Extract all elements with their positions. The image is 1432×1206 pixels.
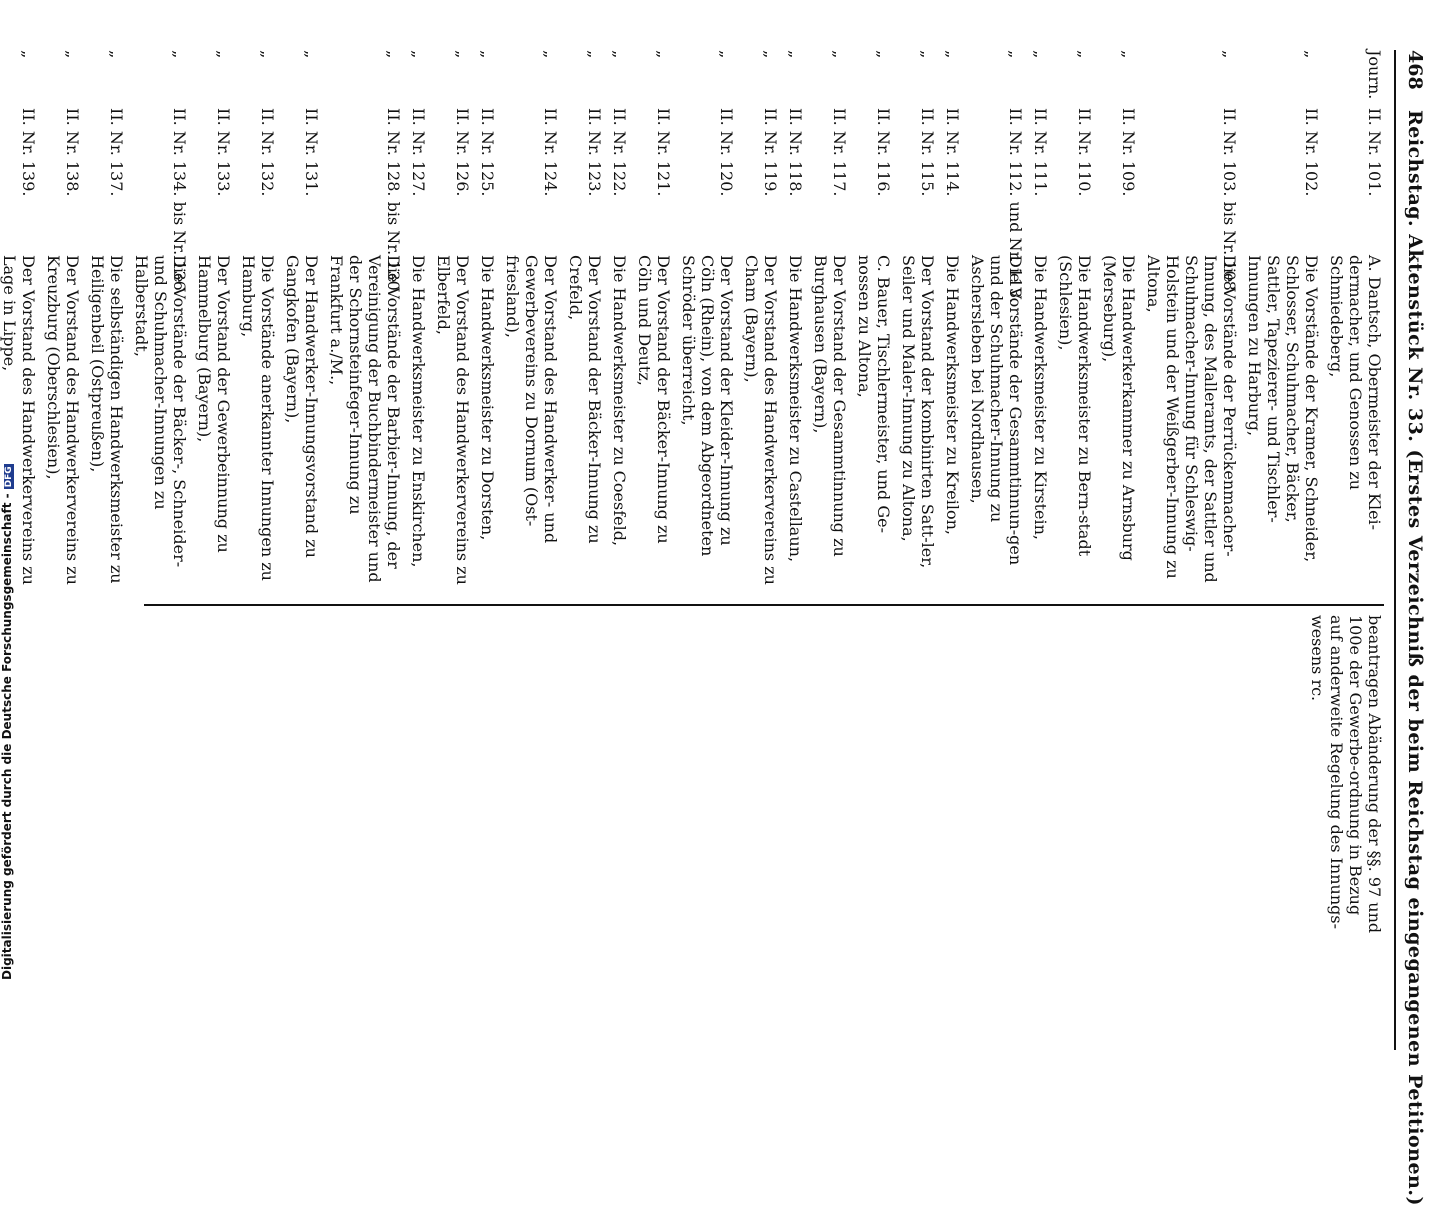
petition-entry [629,50,673,1050]
journal-marker: „ [409,50,428,59]
petition-entry [560,50,604,1050]
journal-marker: „ [214,50,233,59]
petition-number: II. Nr. 119. [761,108,780,197]
bracket-note: beantragen Abänderung der §§. 97 und 100e der Gewerbe-ordnung in Bezug auf anderweite Regelung des Innungs-wesens rc. [1308,615,1384,934]
petition-entry [126,50,189,1050]
petition-number: II. Nr. 125. [478,108,497,197]
journal-marker: „ [943,50,962,59]
petitioner-text: Der Vorstand der Bäcker-Innung zu Crefeld, [566,255,604,544]
digitization-note-text: Digitalisierung gefördert durch die Deutsche Forschungsgemeinschaft - [0,493,14,980]
petition-entry [428,50,472,1050]
journal-marker: „ [830,50,849,59]
petitioner-text: Die Handwerksmeister zu Dorsten, [478,255,497,541]
petitioner-text: C. Bauer, Tischlermeister, und Ge-nossen zu Altona, [855,255,893,533]
journal-marker: „ [19,50,38,59]
petition-list [0,50,1384,1050]
page-title: Reichstag. Aktenstück Nr. 33. (Erstes Verzeichniß der beim Reichstag eingegangenen Petitionen.) [1404,110,1426,1206]
journal-marker: „ [874,50,893,59]
journal-marker: „ [1302,50,1321,59]
petition-entry [937,50,962,1050]
petitioner-text: Der Vorstand der Gewerbeinnung zu Hammelburg (Bayern), [195,255,233,553]
petitioner-text: Die Handwerksmeister zu Bern-stadt (Schlesien), [1056,255,1094,557]
petition-number: II. Nr. 101. [1365,108,1384,197]
petition-entry [403,50,428,1050]
petitioner-text: Die Vorstände der Perrückenmacher-Innung, des Malleramts, der Sattler und Schuhmacher-Innung für Schleswig-Holstein und der Weißgerber-Innung zu Altona, [1144,255,1239,583]
petition-number: II. Nr. 133. [214,108,233,197]
petition-number: II. Nr. 114. [943,108,962,197]
petition-entry [277,50,321,1050]
petition-number: II. Nr. 128. bis Nr. 130. [384,108,403,296]
petitioner-text: Der Vorstand der kombinirten Satt-ler, Seiler und Maler-Innung zu Altona, [899,255,937,569]
petition-entry [805,50,849,1050]
petition-entry [82,50,126,1050]
petitioner-text: Der Vorstand des Handwerkervereins zu Kreuzburg (Oberschlesien), [44,255,82,585]
petitioner-text: Der Handwerker-Innungsvorstand zu Gangkofen (Bayern), [283,255,321,558]
header-rule [1394,50,1396,1050]
journal-marker: „ [541,50,560,59]
page-number: 468 [1404,50,1426,90]
petition-number: II. Nr. 115. [918,108,937,197]
petition-entry [736,50,780,1050]
petition-number: II. Nr. 118. [786,108,805,197]
journal-marker: „ [585,50,604,59]
petitioner-text: Der Vorstand der Bäcker-Innung zu Cöln und Deutz, [635,255,673,544]
petition-number: II. Nr. 132. [258,108,277,197]
journal-marker: „ [478,50,497,59]
grouping-bracket [144,594,1384,606]
petitioner-text: Der Vorstand des Handwerkervereins zu Elberfeld, [434,255,472,585]
petition-number: II. Nr. 109. [1119,108,1138,197]
petition-number: II. Nr. 103. bis Nr. 108. [1220,108,1239,296]
journal-marker: „ [1031,50,1050,59]
petitioner-text: Die Handwerksmeister zu Kreilon, [943,255,962,536]
petitioner-text: Die Handwerksmeister zu Kirstein, [1031,255,1050,541]
petitioner-text: Der Vorstand des Handwerker- und Gewerbevereins zu Dornum (Ost-friesland), [503,255,560,544]
petitioner-text: Die selbständigen Handwerksmeister zu Heiligenbeil (Ostpreußen), [88,255,126,584]
petition-number: II. Nr. 117. [830,108,849,197]
petition-entry [497,50,560,1050]
journal-marker: „ [1006,50,1025,59]
petitioner-text: Die Handwerksmeister zu Castellaun, [786,255,805,563]
journal-marker: Journ. [1365,50,1384,100]
petition-number: II. Nr. 131. [302,108,321,197]
petition-entry [472,50,497,1050]
petition-number: II. Nr. 124. [541,108,560,197]
journal-marker: „ [1220,50,1239,59]
petition-number: II. Nr. 120. [717,108,736,197]
journal-marker: „ [302,50,321,59]
journal-marker: „ [786,50,805,59]
petition-number: II. Nr. 134. bis Nr. 136. [170,108,189,296]
journal-marker: „ [170,50,189,59]
petitioner-text: Der Vorstand des Handwerkervereins zu Lage in Lippe, [0,255,38,585]
petitioner-text: Der Vorstand der Gesammtinnung zu Burghausen (Bayern), [811,255,849,557]
petitioner-text: Die Handwerksmeister zu Coesfeld, [610,255,629,547]
petition-number: II. Nr. 122. [610,108,629,197]
journal-marker: „ [654,50,673,59]
petition-entry [189,50,233,1050]
journal-marker: „ [918,50,937,59]
petition-number: II. Nr. 111. [1031,108,1050,197]
petitioner-text: Der Vorstand der Kleider-Innung zu Cöln (Rhein), von dem Abgeordneten Schröder überreicht, [679,255,736,557]
journal-marker: „ [761,50,780,59]
petition-entry [38,50,82,1050]
petition-entry [893,50,937,1050]
journal-marker: „ [258,50,277,59]
petition-number: II. Nr. 123. [585,108,604,197]
petition-entry [233,50,277,1050]
petitioner-text: Die Vorstände der Bäcker-, Schneider- und Schuhmacher-Innungen zu Halberstadt, [132,255,189,568]
petition-number: II. Nr. 116. [874,108,893,197]
petitioner-text: Die Vorstände der Gesammtinnun-gen und der Schuhmacher-Innung zu Aschersleben bei Nordhausen, [968,255,1025,566]
petition-entry [1094,50,1138,1050]
petitioner-text: Die Vorstände der Barbier-Innung, der Vereinigung der Buchbindermeister und der Schornsteinfeger-Innung zu Frankfurt a./M., [327,255,403,583]
petitioner-text: Der Vorstand des Handwerkervereins zu Cham (Bayern), [742,255,780,585]
petition-number: II. Nr. 138. [63,108,82,197]
petition-entry [962,50,1025,1050]
petition-number: II. Nr. 126. [453,108,472,197]
dfg-logo: DFG [4,466,14,488]
journal-marker: „ [453,50,472,59]
journal-marker: „ [610,50,629,59]
petition-number: II. Nr. 121. [654,108,673,197]
journal-marker: „ [1119,50,1138,59]
journal-marker: „ [63,50,82,59]
petition-entry [1025,50,1050,1050]
page-header [1392,50,1432,1206]
petition-entry [780,50,805,1050]
journal-marker: „ [717,50,736,59]
petition-number: II. Nr. 102. [1302,108,1321,197]
petition-number: II. Nr. 139. [19,108,38,197]
journal-marker: „ [107,50,126,59]
petitioner-text: A. Dantsch, Obermeister der Klei-dermacher, und Genossen zu Schmiedeberg, [1327,255,1384,531]
journal-marker: „ [384,50,403,59]
petitioner-text: Die Vorstände der Kramer, Schneider, Schlosser, Schuhmacher, Bäcker, Sattler, Tapezierer- und Tischler-Innungen zu Harburg, [1245,255,1321,563]
petitioner-text: Die Vorstände anerkannter Innungen zu Hamburg, [239,255,277,581]
petitioner-text: Die Handwerkerkammer zu Arnsburg (Merseburg), [1100,255,1138,561]
petition-entry [1050,50,1094,1050]
journal-marker: „ [1075,50,1094,59]
petition-entry [1138,50,1239,1050]
petition-entry [0,50,38,1050]
petitioner-text: Die Handwerksmeister zu Enskirchen, [409,255,428,568]
petition-number: II. Nr. 137. [107,108,126,197]
petition-entry [321,50,403,1050]
petition-number: II. Nr. 112. und Nr. 113. [1006,108,1025,304]
petition-entry [849,50,893,1050]
petition-number: II. Nr. 110. [1075,108,1094,197]
petition-number: II. Nr. 127. [409,108,428,197]
petition-entry [673,50,736,1050]
petition-entry [604,50,629,1050]
